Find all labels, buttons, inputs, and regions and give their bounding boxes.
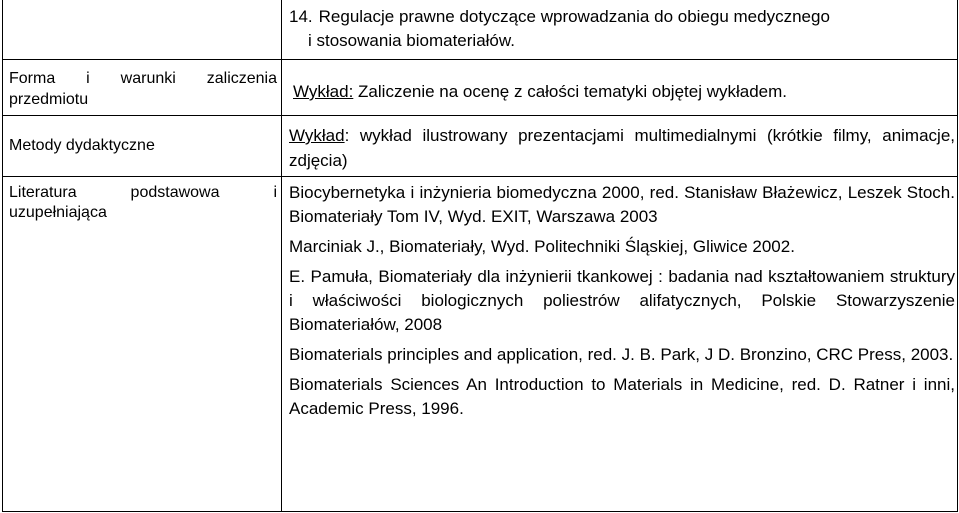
- literature-content: [289, 181, 955, 421]
- row-divider-after-item14: [2, 59, 958, 60]
- assessment-label: Forma i warunki zaliczenia przedmiotu: [9, 70, 277, 108]
- item-14-title-line-1: Regulacje prawne dotyczące wprowadzania do obiegu medycznego: [318, 7, 830, 26]
- item-14-line-1: [289, 5, 955, 29]
- bottom-border: [2, 511, 958, 512]
- row-divider-after-methods: [2, 176, 958, 177]
- methods-content: [289, 123, 955, 173]
- literature-entry-3: E. Pamuła, Biomateriały dla inżynierii tkankowej : badania nad kształtowaniem struktury i właściwości biologicznych poliestrów alifatycznych, Polskie Stowarzyszenie Biomateriałów, 2008: [289, 267, 955, 334]
- assessment-prefix: Wykład:: [293, 82, 354, 101]
- column-divider: [281, 0, 282, 512]
- literature-entry-4: Biomaterials principles and application, red. J. B. Park, J D. Bronzino, CRC Press, 2003.: [289, 345, 954, 364]
- left-border: [2, 0, 3, 512]
- item-14-number: 14.: [289, 7, 313, 26]
- methods-prefix: Wykład: [289, 126, 345, 145]
- item-14-content: [289, 5, 955, 53]
- literature-entry-1: Biocybernetyka i inżynieria biomedyczna 2000, red. Stanisław Błażewicz, Leszek Stoch. Biomateriały Tom IV, Wyd. EXIT, Warszawa 2003: [289, 183, 955, 226]
- literature-entry-2: Marciniak J., Biomateriały, Wyd. Politechniki Śląskiej, Gliwice 2002.: [289, 237, 795, 256]
- literature-entry-5: Biomaterials Sciences An Introduction to Materials in Medicine, red. D. Ratner i inni, Academic Press, 1996.: [289, 375, 955, 418]
- assessment-content: [293, 80, 953, 104]
- right-border: [957, 0, 958, 512]
- literature-label: Literatura podstawowa i uzupełniająca: [9, 184, 277, 221]
- assessment-text: Zaliczenie na ocenę z całości tematyki objętej wykładem.: [358, 82, 788, 101]
- methods-label: Metody dydaktyczne: [9, 137, 155, 154]
- row-divider-after-assessment: [2, 115, 958, 116]
- methods-text: : wykład ilustrowany prezentacjami multimedialnymi (krótkie filmy, animacje, zdjęcia): [289, 126, 955, 170]
- item-14-line-2: i stosowania biomateriałów.: [308, 31, 515, 50]
